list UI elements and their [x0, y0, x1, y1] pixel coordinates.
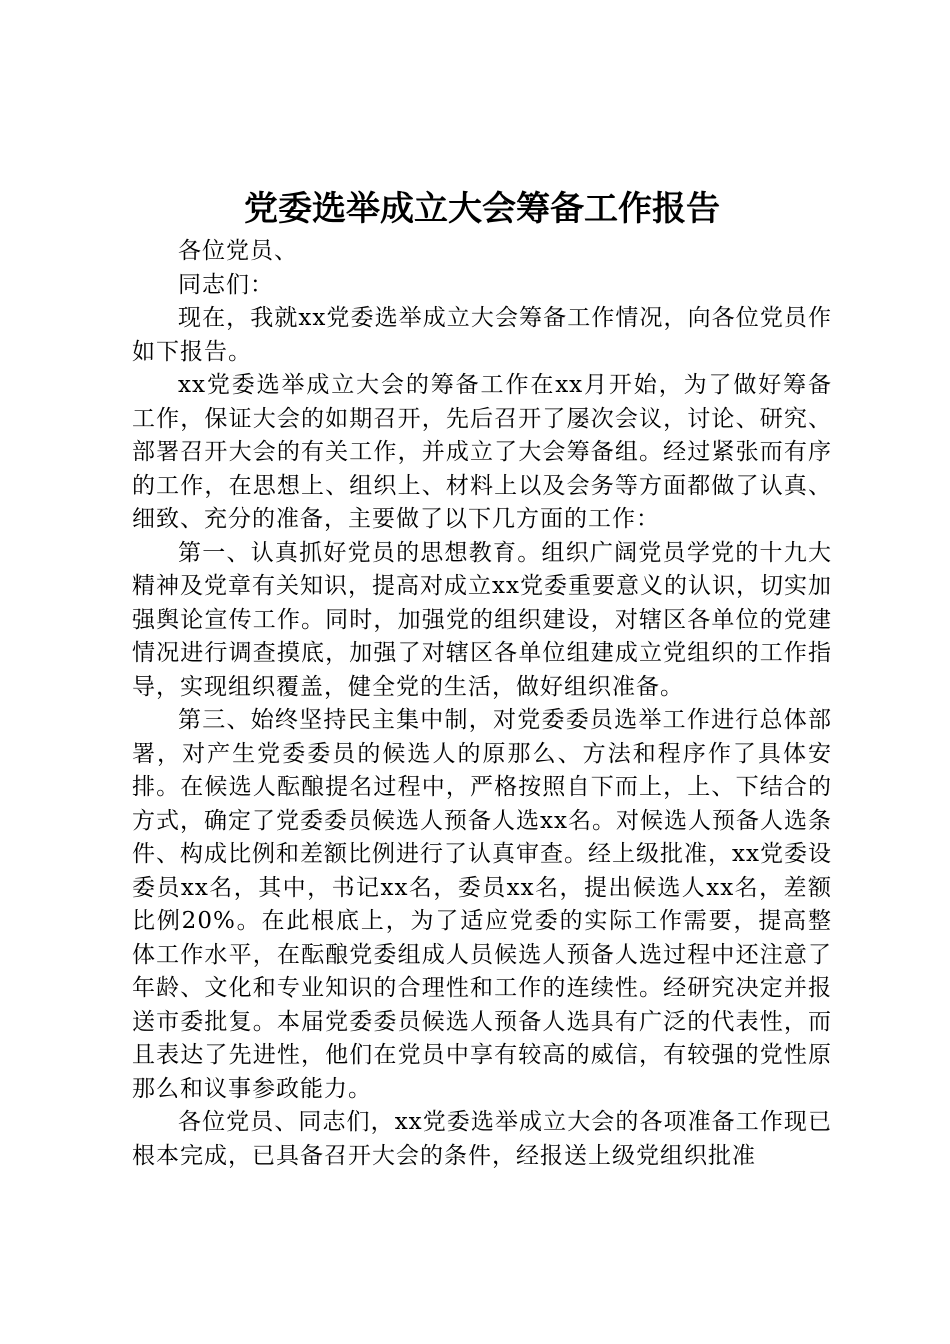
salutation-line-2: 同志们： — [178, 271, 274, 298]
paragraph-background: xx党委选举成立大会的筹备工作在xx月开始，为了做好筹备工作，保证大会的如期召开，先后召开了屡次会议，讨论、研究、部署召开大会的有关工作，并成立了大会筹备组。经过紧张而有序的工作，在思想上、组织上、材料上以及会务等方面都做了认真、细致、充分的准备，主要做了以下几方面的工作： — [132, 372, 832, 532]
paragraph-closing: 各位党员、同志们，xx党委选举成立大会的各项准备工作现已根本完成，已具备召开大会的条件，经报送上级党组织批准 — [132, 1109, 832, 1169]
paragraph-intro: 现在，我就xx党委选举成立大会筹备工作情况，向各位党员作如下报告。 — [132, 305, 832, 365]
document-title: 党委选举成立大会筹备工作报告 — [244, 189, 720, 229]
paragraph-third-point: 第三、始终坚持民主集中制，对党委委员选举工作进行总体部署，对产生党委委员的候选人的原那么、方法和程序作了具体安排。在候选人酝酿提名过程中，严格按照自下而上，上、下结合的方式，确定了党委委员候选人预备人选xx名。对候选人预备人选条件、构成比例和差额比例进行了认真审查。经上级批准，xx党委设委员xx名，其中，书记xx名，委员xx名，提出候选人xx名，差额比例20%。在此根底上，为了适应党委的实际工作需要，提高整体工作水平，在酝酿党委组成人员候选人预备人选过程中还注意了年龄、文化和专业知识的合理性和工作的连续性。经研究决定并报送市委批复。本届党委委员候选人预备人选具有广泛的代表性，而且表达了先进性，他们在党员中享有较高的威信，有较强的党性原那么和议事参政能力。 — [132, 707, 832, 1102]
document-page — [132, 185, 832, 1173]
salutation-line-1: 各位党员、 — [178, 238, 298, 264]
paragraph-first-point: 第一、认真抓好党员的思想教育。组织广阔党员学党的十九大精神及党章有关知识，提高对成立xx党委重要意义的认识，切实加强舆论宣传工作。同时，加强党的组织建设，对辖区各单位的党建情况进行调查摸底，加强了对辖区各单位组建成立党组织的工作指导，实现组织覆盖，健全党的生活，做好组织准备。 — [132, 539, 832, 700]
